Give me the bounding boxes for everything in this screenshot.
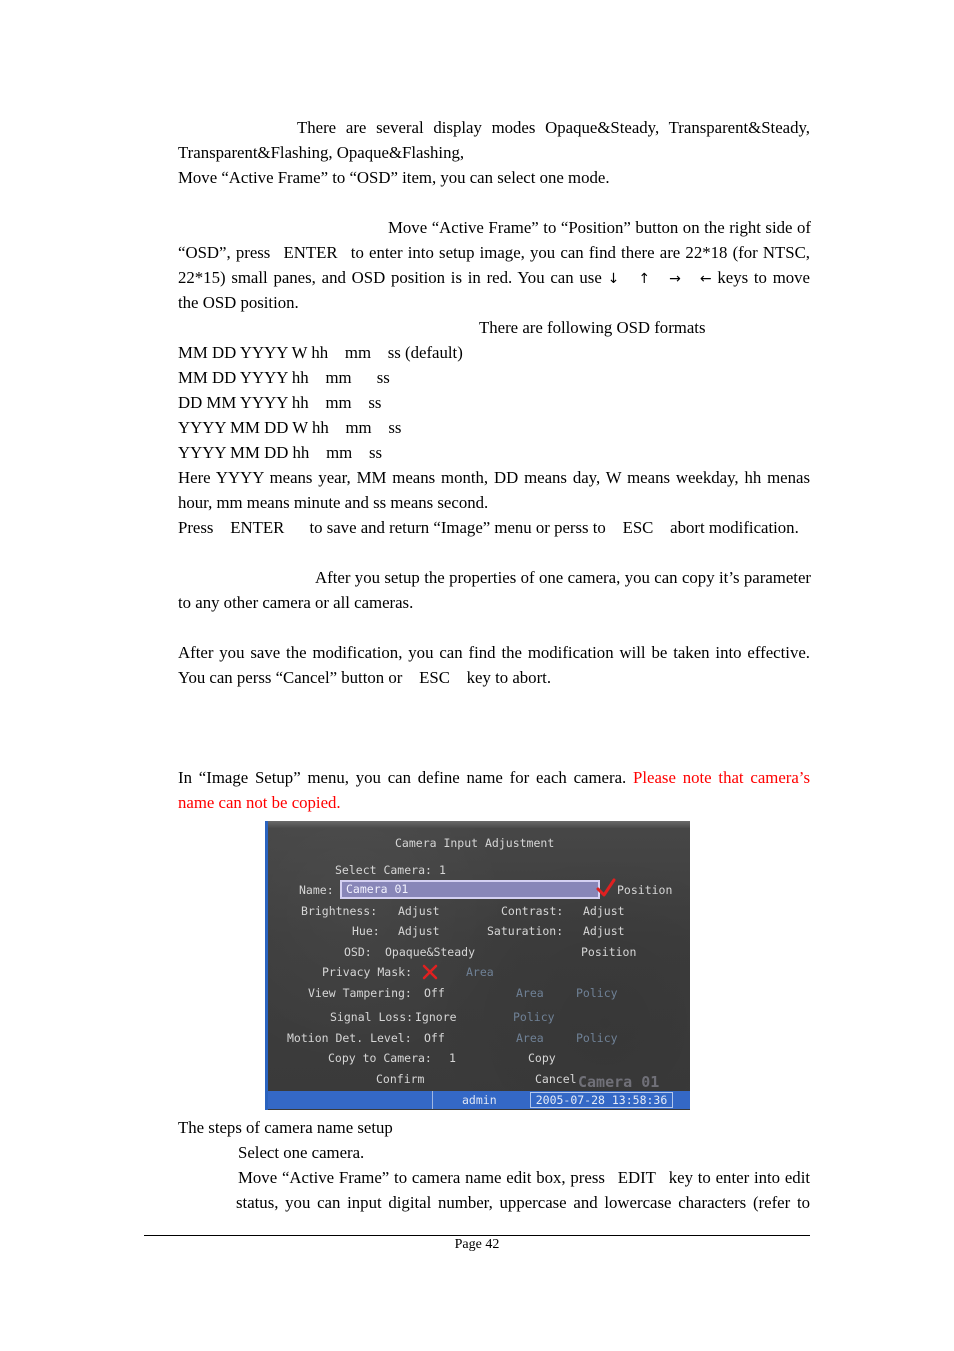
view-tampering-area-button: Area bbox=[516, 986, 544, 1000]
camera-watermark: Camera 01 bbox=[578, 1073, 660, 1091]
privacy-mask-label: Privacy Mask: bbox=[322, 965, 413, 979]
status-bar-divider bbox=[432, 1091, 433, 1109]
check-icon bbox=[596, 878, 616, 898]
osd-format-intro: There are following OSD formats bbox=[479, 318, 706, 337]
saturation-label: Saturation: bbox=[487, 924, 564, 938]
name-position-button: Position bbox=[617, 883, 673, 897]
osd-mode-line-1: There are several display modes Opaque&Steady, Transparent&Steady, bbox=[297, 118, 810, 137]
signal-loss-value: Ignore bbox=[415, 1010, 457, 1024]
copy-to-camera-label: Copy to Camera: bbox=[328, 1051, 432, 1065]
name-label: Name: bbox=[299, 883, 334, 897]
view-tampering-value: Off bbox=[424, 986, 445, 1000]
brightness-adjust-button: Adjust bbox=[398, 904, 440, 918]
text-segment: “OSD”, press bbox=[178, 243, 271, 262]
osd-format-explain-line-1: Here YYYY means year, MM means month, DD means day, W means weekday, hh menas bbox=[178, 468, 810, 487]
view-tampering-policy-button: Policy bbox=[576, 986, 618, 1000]
camera-input-adjustment-screenshot bbox=[265, 821, 690, 1110]
select-camera-value: 1 bbox=[439, 863, 446, 877]
motion-policy-button: Policy bbox=[576, 1031, 618, 1045]
select-camera-label: Select Camera: bbox=[335, 863, 432, 877]
arrow-left-icon: ← bbox=[699, 271, 712, 287]
menu-title: Camera Input Adjustment bbox=[395, 836, 555, 850]
copy-button: Copy bbox=[528, 1051, 556, 1065]
status-datetime: 2005-07-28 13:58:36 bbox=[530, 1092, 673, 1108]
motion-detection-value: Off bbox=[424, 1031, 445, 1045]
copy-to-camera-value: 1 bbox=[449, 1051, 456, 1065]
osd-mode-line-3: Move “Active Frame” to “OSD” item, you can select one mode. bbox=[178, 168, 610, 187]
steps-title: The steps of camera name setup bbox=[178, 1118, 393, 1137]
text-segment: 22*15) small panes, and OSD position is in red. You can use bbox=[178, 268, 602, 287]
hue-label: Hue: bbox=[352, 924, 380, 938]
osd-format-item: YYYY MM DD W hh mm ss bbox=[178, 418, 402, 437]
camera-name-intro bbox=[178, 768, 810, 788]
page-number: Page 42 bbox=[454, 1237, 500, 1252]
osd-format-item: MM DD YYYY W hh mm ss (default) bbox=[178, 343, 463, 362]
step-2-line-1 bbox=[238, 1168, 810, 1188]
camera-name-input: Camera 01 bbox=[340, 880, 600, 899]
osd-format-item: MM DD YYYY hh mm ss bbox=[178, 368, 390, 387]
camera-name-note: Please note that camera’s bbox=[633, 768, 810, 787]
text-segment: In “Image Setup” menu, you can define name for each camera. bbox=[178, 768, 627, 787]
osd-position-button: Position bbox=[581, 945, 637, 959]
osd-mode-line-2: Transparent&Flashing, Opaque&Flashing, bbox=[178, 143, 465, 162]
view-tampering-label: View Tampering: bbox=[308, 986, 412, 1000]
step-2-line-2: status, you can input digital number, uppercase and lowercase characters (refer to bbox=[236, 1193, 810, 1212]
save-line-1: After you save the modification, you can find the modification will be taken into effective. bbox=[178, 643, 810, 662]
osd-format-item: YYYY MM DD hh mm ss bbox=[178, 443, 383, 462]
text-segment: key to enter into edit bbox=[668, 1168, 811, 1187]
step-1: Select one camera. bbox=[238, 1143, 365, 1162]
motion-detection-label: Motion Det. Level: bbox=[287, 1031, 412, 1045]
text-segment: to enter into setup image, you can find there are 22*18 (for NTSC, bbox=[350, 243, 810, 262]
osd-position-line-2 bbox=[178, 243, 810, 263]
osd-format-save-line: Press ENTER to save and return “Image” menu or perss to ESC abort modification. bbox=[178, 518, 799, 537]
save-line-2: You can perss “Cancel” button or ESC key to abort. bbox=[178, 668, 552, 687]
signal-loss-policy-button: Policy bbox=[513, 1010, 555, 1024]
copy-line-2: to any other camera or all cameras. bbox=[178, 593, 414, 612]
screenshot-left-border bbox=[265, 821, 268, 1110]
motion-area-button: Area bbox=[516, 1031, 544, 1045]
osd-mode-select: Opaque&Steady bbox=[385, 945, 476, 959]
privacy-mask-area-button: Area bbox=[466, 965, 494, 979]
cross-icon bbox=[422, 964, 438, 980]
contrast-adjust-button: Adjust bbox=[583, 904, 625, 918]
arrow-keys bbox=[608, 269, 712, 289]
osd-label: OSD: bbox=[344, 945, 372, 959]
brightness-label: Brightness: bbox=[301, 904, 378, 918]
text-segment: Move “Active Frame” to camera name edit box, press bbox=[238, 1168, 605, 1187]
camera-name-note: name can not be copied. bbox=[178, 793, 341, 812]
osd-position-line-1: Move “Active Frame” to “Position” button on the right side of bbox=[388, 218, 811, 237]
screenshot-top-band bbox=[265, 821, 690, 828]
text-segment: keys to move bbox=[717, 268, 810, 287]
confirm-button: Confirm bbox=[376, 1072, 425, 1086]
cancel-button: Cancel bbox=[535, 1072, 577, 1086]
signal-loss-label: Signal Loss: bbox=[330, 1010, 414, 1024]
status-user: admin bbox=[462, 1093, 497, 1107]
osd-format-explain-line-2: hour, mm means minute and ss means second. bbox=[178, 493, 489, 512]
hue-adjust-button: Adjust bbox=[398, 924, 440, 938]
status-bar bbox=[268, 1091, 690, 1109]
osd-position-line-4: the OSD position. bbox=[178, 293, 299, 312]
osd-position-line-3 bbox=[178, 268, 810, 289]
enter-key-label: ENTER bbox=[283, 243, 338, 262]
copy-line-1: After you setup the properties of one camera, you can copy it’s parameter bbox=[315, 568, 811, 587]
arrow-up-icon: ↑ bbox=[638, 271, 651, 287]
contrast-label: Contrast: bbox=[501, 904, 564, 918]
arrow-right-icon: → bbox=[669, 271, 681, 287]
osd-format-item: DD MM YYYY hh mm ss bbox=[178, 393, 382, 412]
saturation-adjust-button: Adjust bbox=[583, 924, 625, 938]
arrow-down-icon: ↓ bbox=[607, 271, 620, 287]
edit-key-label: EDIT bbox=[617, 1168, 656, 1187]
